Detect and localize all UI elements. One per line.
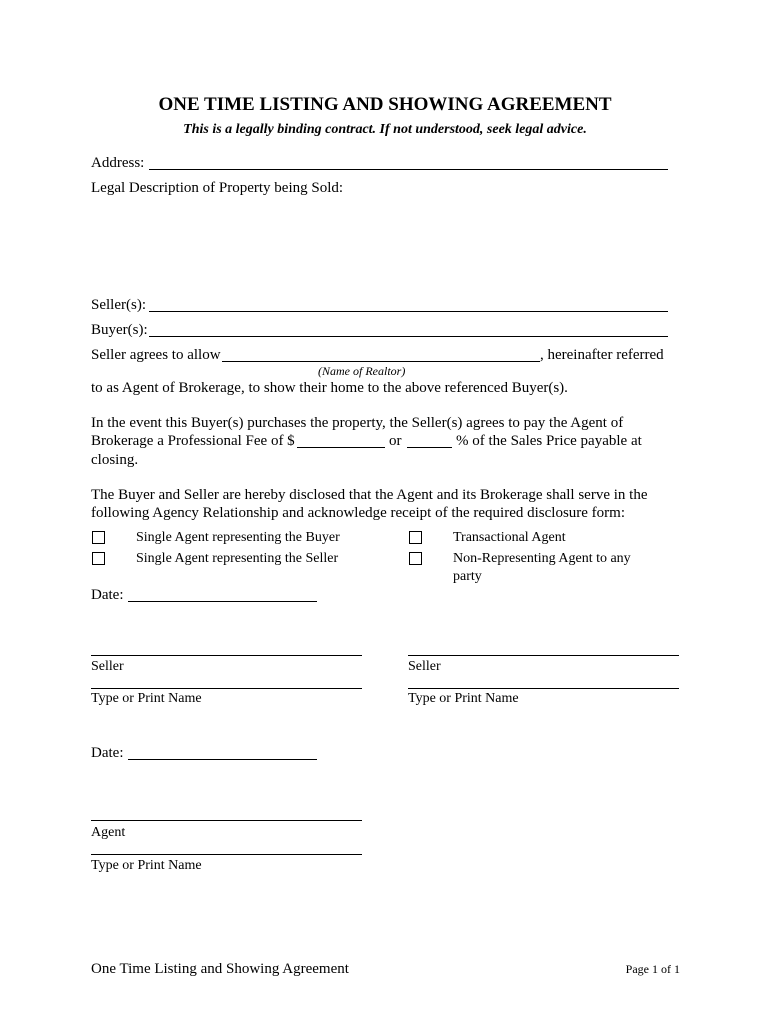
sellers-field[interactable] (149, 311, 668, 312)
agent-of-brokerage-text: to as Agent of Brokerage, to show their home to the above referenced Buyer(s). (91, 380, 568, 396)
fee-or-text: or (389, 433, 402, 449)
non-representing-agent-checkbox[interactable] (409, 552, 422, 565)
agent-type-print-label: Type or Print Name (91, 858, 202, 873)
realtor-name-field[interactable] (222, 361, 540, 362)
transactional-agent-checkbox[interactable] (409, 531, 422, 544)
agency-line-1: The Buyer and Seller are hereby disclosed that the Agent and its Brokerage shall serve in the (91, 487, 648, 503)
footer-doc-name: One Time Listing and Showing Agreement (91, 961, 349, 977)
single-agent-buyer-checkbox[interactable] (92, 531, 105, 544)
fee-line-2-prefix: Brokerage a Professional Fee of $ (91, 433, 295, 449)
fee-line-1: In the event this Buyer(s) purchases the property, the Seller(s) agrees to pay the Agent of (91, 415, 624, 431)
seller-label-right: Seller (408, 659, 441, 674)
type-print-label-right: Type or Print Name (408, 691, 519, 706)
document-title: ONE TIME LISTING AND SHOWING AGREEMENT (158, 94, 612, 115)
seller-print-name-line-right[interactable] (408, 688, 679, 689)
single-agent-seller-label: Single Agent representing the Seller (136, 551, 339, 566)
seller-label-left: Seller (91, 659, 124, 674)
fee-line-2-suffix: % of the Sales Price payable at (456, 433, 642, 449)
single-agent-seller-checkbox[interactable] (92, 552, 105, 565)
non-representing-agent-label: Non-Representing Agent to any (453, 551, 631, 566)
sellers-label: Seller(s): (91, 297, 146, 313)
agency-line-2: following Agency Relationship and acknowledge receipt of the required disclosure form: (91, 505, 626, 521)
non-representing-agent-label-cont: party (453, 569, 482, 584)
date-field[interactable] (128, 601, 317, 602)
fee-percent-field[interactable] (407, 447, 452, 448)
seller-signature-line-right[interactable] (408, 655, 679, 656)
type-print-label-left: Type or Print Name (91, 691, 202, 706)
date-label: Date: (91, 587, 124, 603)
hereinafter-text: , hereinafter referred (540, 347, 664, 363)
legal-description-label: Legal Description of Property being Sold: (91, 180, 344, 196)
seller-agrees-label: Seller agrees to allow (91, 347, 221, 363)
buyers-field[interactable] (149, 336, 668, 337)
address-label: Address: (91, 155, 145, 171)
single-agent-buyer-label: Single Agent representing the Buyer (136, 530, 340, 545)
legal-description-field[interactable] (91, 200, 669, 288)
buyers-label: Buyer(s): (91, 322, 148, 338)
seller-signature-line-left[interactable] (91, 655, 362, 656)
date-label-2: Date: (91, 745, 124, 761)
date-field-2[interactable] (128, 759, 317, 760)
document-subtitle: This is a legally binding contract. If not understood, seek legal advice. (183, 122, 587, 137)
seller-print-name-line-left[interactable] (91, 688, 362, 689)
agent-label: Agent (91, 825, 126, 840)
fee-line-3: closing. (91, 452, 139, 468)
fee-amount-field[interactable] (297, 447, 385, 448)
footer-page-label: Page 1 of 1 (625, 962, 680, 976)
transactional-agent-label: Transactional Agent (453, 530, 566, 545)
agent-signature-line[interactable] (91, 820, 362, 821)
name-of-realtor-caption: (Name of Realtor) (318, 364, 406, 378)
address-field[interactable] (149, 169, 668, 170)
agent-print-name-line[interactable] (91, 854, 362, 855)
